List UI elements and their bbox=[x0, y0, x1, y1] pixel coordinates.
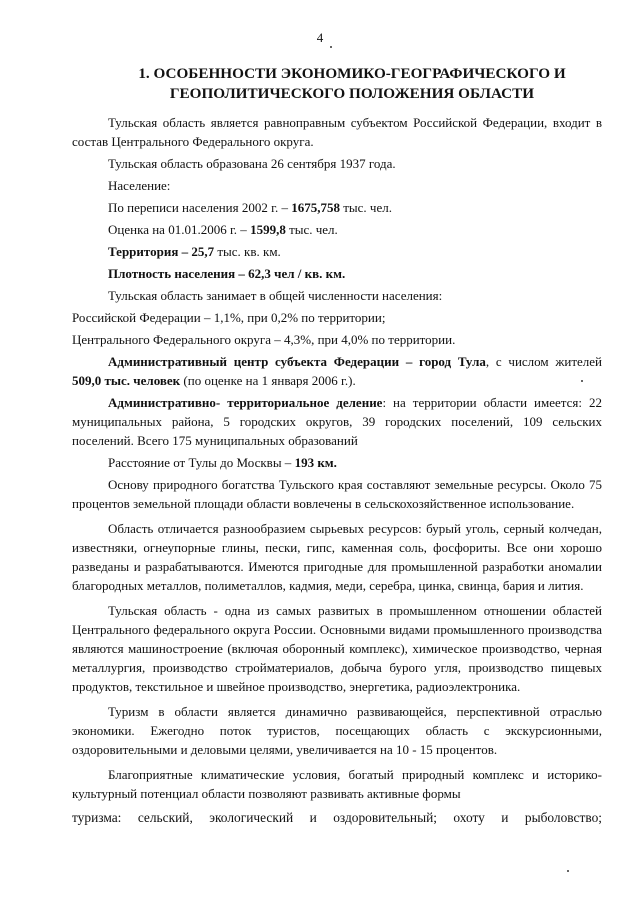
admin-center-tail: (по оценке на 1 января 2006 г.). bbox=[180, 373, 356, 388]
section-title bbox=[96, 64, 608, 104]
admin-center-bold: Административный центр субъекта Федерации – город Тула bbox=[108, 354, 486, 369]
admin-center-population: 509,0 тыс. человек bbox=[72, 373, 181, 388]
paragraph-raw-resources: Область отличается разнообразием сырьевых ресурсов: бурый уголь, серный колчедан, известняки, огнеупорные глины, пески, гипс, каменная соль, фосфориты. Все они хорошо разведаны и разрабатываются. Имеются пригодные для промышленной разработки аномалии благородных металлов, полиметаллов, кадмия, меди, серебра, цинка, свинца, бария и лития. bbox=[72, 521, 602, 593]
paragraph-territory bbox=[72, 242, 602, 261]
paragraph-admin-division bbox=[72, 393, 602, 450]
scan-speck bbox=[330, 46, 332, 48]
paragraph-estimate bbox=[72, 220, 602, 239]
distance-value: 193 км. bbox=[294, 455, 337, 470]
estimate-value: 1599,8 bbox=[250, 222, 286, 237]
paragraph-distance bbox=[72, 453, 602, 472]
territory-label: Территория – 25,7 bbox=[108, 244, 215, 259]
body-text bbox=[72, 113, 602, 803]
admin-division-rest: : на территории области имеется: 22 муниципальных района, 5 городских округов, 39 городских поселений, 109 сельских поселений. Всего 175 муниципальных образований bbox=[72, 395, 602, 448]
paragraph-equal-subject: Тульская область является равноправным субъектом Российской Федерации, входит в состав Центрального Федерального округа. bbox=[72, 115, 602, 149]
paragraph-industry: Тульская область - одна из самых развитых в промышленном отношении областей Центрального федерального округа России. Основными видами промышленного производства являются машиностроение (включая оборонный комплекс), химическое производство, черная металлургия, производство стройматериалов, добыча бурого угля, производство пищевых продуктов, текстильное и швейное производство, энергетика, радиоэлектроника. bbox=[72, 603, 602, 694]
paragraph-share-cfo: Центрального Федерального округа – 4,3%, при 4,0% по территории. bbox=[72, 332, 456, 347]
title-line-1: 1. ОСОБЕННОСТИ ЭКОНОМИКО-ГЕОГРАФИЧЕСКОГО И bbox=[138, 65, 566, 82]
paragraph-share: Тульская область занимает в общей численности населения: bbox=[108, 288, 443, 303]
scan-speck bbox=[567, 870, 569, 872]
paragraph-admin-center bbox=[72, 352, 602, 390]
census-text: По переписи населения 2002 г. – bbox=[108, 200, 292, 215]
paragraph-climate: Благоприятные климатические условия, богатый природный комплекс и историко-культурный потенциал области позволяют развивать активные формы bbox=[72, 767, 602, 801]
paragraph-climate-continued: туризма: сельский, экологический и оздоровительный; охоту и рыболовство; bbox=[72, 810, 602, 825]
scan-speck bbox=[581, 380, 583, 382]
census-unit: тыс. чел. bbox=[339, 200, 392, 215]
admin-division-bold: Административно- территориальное деление bbox=[108, 395, 383, 410]
paragraph-population: Население: bbox=[108, 178, 171, 193]
paragraph-tourism: Туризм в области является динамично развивающейся, перспективной отраслью экономики. Ежегодно поток туристов, посещающих область с экскурсионными, оздоровительными и деловыми целями, увеличивается на 10 - 15 процентов. bbox=[72, 704, 602, 757]
estimate-unit: тыс. чел. bbox=[285, 222, 338, 237]
title-line-2: ГЕОПОЛИТИЧЕСКОГО ПОЛОЖЕНИЯ ОБЛАСТИ bbox=[169, 85, 535, 102]
paragraph-founded: Тульская область образована 26 сентября 1937 года. bbox=[108, 156, 396, 171]
estimate-text: Оценка на 01.01.2006 г. – bbox=[108, 222, 251, 237]
paragraph-natural-resources: Основу природного богатства Тульского края составляют земельные ресурсы. Около 75 процентов земельной площади области вовлечены в сельскохозяйственное использование. bbox=[72, 477, 602, 511]
territory-unit: тыс. кв. км. bbox=[214, 244, 281, 259]
admin-center-rest: , с числом жителей bbox=[485, 354, 602, 369]
census-value: 1675,758 bbox=[291, 200, 340, 215]
paragraph-share-rf: Российской Федерации – 1,1%, при 0,2% по территории; bbox=[72, 310, 386, 325]
paragraph-density: Плотность населения – 62,3 чел / кв. км. bbox=[108, 266, 346, 281]
page-number: 4 bbox=[316, 30, 324, 45]
paragraph-census bbox=[72, 198, 602, 217]
distance-text: Расстояние от Тулы до Москвы – bbox=[108, 455, 295, 470]
